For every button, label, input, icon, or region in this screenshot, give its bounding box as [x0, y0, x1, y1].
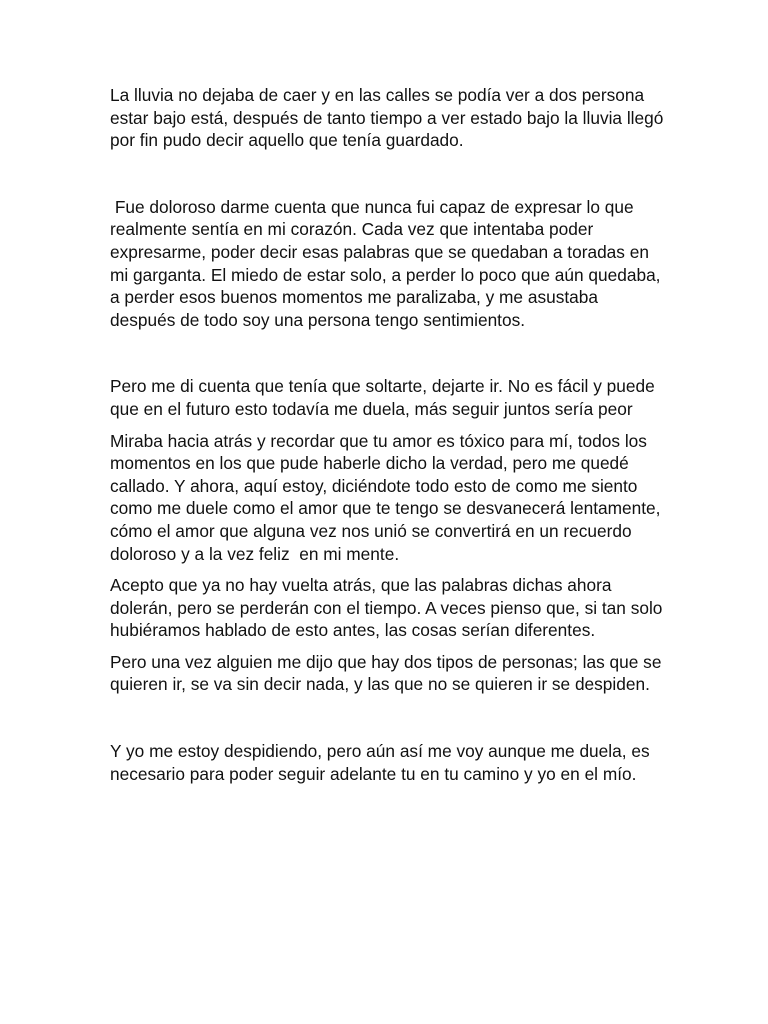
paragraph-1: La lluvia no dejaba de caer y en las calles se podía ver a dos persona estar bajo está, después de tanto tiempo a ver estado bajo la lluvia llegó por fin pudo decir aquello que tenía guardado. — [110, 85, 669, 151]
document-body — [110, 84, 669, 785]
paragraph-3: Pero me di cuenta que tenía que soltarte, dejarte ir. No es fácil y puede que en el futuro esto todavía me duela, más seguir juntos sería peor — [110, 376, 660, 419]
paragraph-7: Y yo me estoy despidiendo, pero aún así me voy aunque me duela, es necesario para poder seguir adelante tu en tu camino y yo en el mío. — [110, 741, 655, 784]
paragraph-4: Miraba hacia atrás y recordar que tu amor es tóxico para mí, todos los momentos en los que pude haberle dicho la verdad, pero me quedé callado. Y ahora, aquí estoy, diciéndote todo esto de como me siento como me duele como el amor que te tengo se desvanecerá lentamente, cómo el amor que alguna vez nos unió se convertirá en un recuerdo doloroso y a la vez feliz en mi mente. — [110, 430, 666, 564]
paragraph-2: Fue doloroso darme cuenta que nunca fui capaz de expresar lo que realmente sentía en mi corazón. Cada vez que intentaba poder expresarme, poder decir esas palabras que se quedaban a toradas en mi garganta. El miedo de estar solo, a perder lo poco que aún quedaba, a perder esos buenos momentos me paralizaba, y me asustaba después de todo soy una persona tengo sentimientos. — [110, 196, 666, 330]
paragraph-5: Acepto que ya no hay vuelta atrás, que las palabras dichas ahora dolerán, pero se perderán con el tiempo. A veces pienso que, si tan solo hubiéramos hablado de esto antes, las cosas serían diferentes. — [110, 575, 668, 641]
paragraph-6: Pero una vez alguien me dijo que hay dos tipos de personas; las que se quieren ir, se va sin decir nada, y las que no se quieren ir se despiden. — [110, 651, 667, 695]
